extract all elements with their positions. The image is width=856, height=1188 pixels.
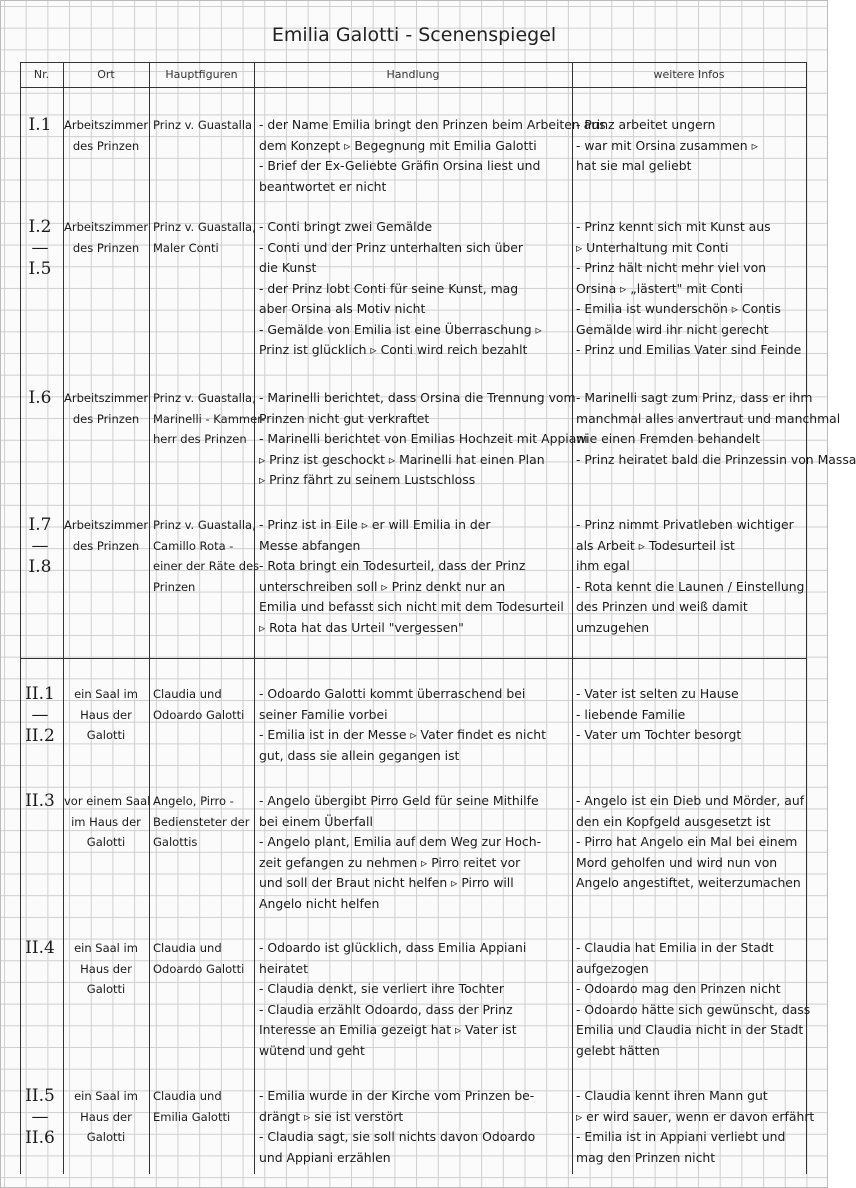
scene-plot-line: - Claudia erzählt Odoardo, dass der Prinz <box>259 1001 513 1017</box>
scene-info-line: - Emilia ist in Appiani verliebt und <box>576 1129 786 1144</box>
scene-info-line: - Prinz nimmt Privatleben wichtiger <box>576 517 794 532</box>
scene-characters-line: Prinzen <box>153 579 196 594</box>
scene-characters-line: herr des Prinzen <box>153 432 247 446</box>
scene-info-line: - Rota kennt die Launen / Einstellung <box>576 578 805 594</box>
scene-plot-line: zeit gefangen zu nehmen ▹ Pirro reitet vor <box>259 854 521 870</box>
scene-number-line: II.2 <box>25 726 55 746</box>
scene-characters <box>153 684 253 725</box>
scene-characters-line: Marinelli - Kammer- <box>153 411 266 426</box>
scene-info-line: - war mit Orsina zusammen ▹ <box>576 137 758 153</box>
scene-info-line: gelebt hätten <box>576 1042 660 1058</box>
scene-number-line: I.1 <box>28 115 52 135</box>
scene-plot-line: die Kunst <box>259 260 317 275</box>
scene-plot-line: aber Orsina als Motiv nicht <box>259 301 426 316</box>
scene-plot-line: beantwortet er nicht <box>259 178 387 194</box>
scene-number-line: — <box>31 536 49 556</box>
scene-plot-line: - Emilia wurde in der Kirche vom Prinzen be- <box>259 1088 535 1103</box>
scene-info <box>576 388 856 470</box>
scene-characters <box>153 515 260 597</box>
scene-characters <box>153 217 256 258</box>
scene-location <box>64 938 148 1000</box>
scene-info-line: - Vater um Tochter besorgt <box>576 727 742 742</box>
scene-info <box>576 515 808 638</box>
scene-info-line: als Arbeit ▹ Todesurteil ist <box>576 537 735 553</box>
scene-number-line: — <box>31 238 49 258</box>
scene-info-line: - Claudia hat Emilia in der Stadt <box>576 940 774 955</box>
column-divider <box>572 62 573 1174</box>
scene-location-line: des Prinzen <box>72 240 140 255</box>
scene-plot-line: - Marinelli berichtet von Emilias Hochzeit mit Appiani <box>259 431 588 446</box>
scene-plot-line: - Gemälde von Emilia ist eine Überraschung ▹ <box>259 321 542 337</box>
scene-info-line: mag den Prinzen nicht <box>576 1149 716 1165</box>
scene-plot <box>259 791 571 914</box>
scene-location-line: Arbeitszimmer <box>64 220 149 234</box>
scene-location-line: ein Saal im <box>74 941 138 955</box>
scene-info-line: aufgezogen <box>576 960 649 976</box>
scene-info-line: - liebende Familie <box>576 706 686 722</box>
scene-number-line: — <box>31 705 49 725</box>
scene-info-line: Angelo angestiftet, weiterzumachen <box>576 875 801 890</box>
scene-info-line: den ein Kopfgeld ausgesetzt ist <box>576 813 771 829</box>
scene-number-line: II.5 <box>25 1086 55 1106</box>
scene-number <box>22 684 58 747</box>
scene-plot-line: - Odoardo ist glücklich, dass Emilia Appiani <box>259 940 527 955</box>
scene-info-line: des Prinzen und weiß damit <box>576 599 748 614</box>
scene-info-line: Emilia und Claudia nicht in der Stadt <box>576 1022 804 1037</box>
header-top-line <box>20 62 806 63</box>
scene-info-line: umzugehen <box>576 619 650 635</box>
scene-location-line: vor einem Saal <box>64 794 151 808</box>
scene-plot <box>259 938 571 1061</box>
scene-info-line: - Claudia kennt ihren Mann gut <box>576 1088 768 1103</box>
scene-plot <box>259 1086 571 1168</box>
scene-location-line: Galotti <box>86 728 126 742</box>
scene-plot-line: - Angelo plant, Emilia auf dem Weg zur Hoch- <box>259 834 542 849</box>
scene-plot-line: seiner Familie vorbei <box>259 706 388 722</box>
scene-characters-line: Prinz v. Guastalla, <box>153 220 256 234</box>
scene-number-line: II.4 <box>25 938 55 958</box>
scene-characters <box>153 938 253 979</box>
header-handlung: Handlung <box>386 68 440 81</box>
scene-info-line: - Odoardo mag den Prinzen nicht <box>576 981 781 996</box>
scene-location <box>64 115 148 156</box>
scene-plot <box>259 388 588 491</box>
scene-number <box>22 791 58 812</box>
scene-characters-line: Maler Conti <box>153 240 219 255</box>
scene-info-line: - Prinz arbeitet ungern <box>576 117 716 132</box>
scene-plot-line: Prinzen nicht gut verkraftet <box>259 410 430 426</box>
scene-info-line: - Odoardo hätte sich gewünscht, dass <box>576 1001 811 1017</box>
header-nr: Nr. <box>33 68 50 81</box>
scene-plot-line: ▹ Prinz ist geschockt ▹ Marinelli hat einen Plan <box>259 451 545 467</box>
scene-number-line: I.7 <box>28 515 52 535</box>
scene-characters-line: Claudia und <box>153 687 222 701</box>
scene-info <box>576 684 808 746</box>
scene-info-line: - Prinz und Emilias Vater sind Feinde <box>576 342 802 357</box>
scene-location-line: ein Saal im <box>74 687 138 701</box>
scene-number-line: I.5 <box>28 259 52 279</box>
scene-location-line: Galotti <box>86 1130 126 1144</box>
scene-plot-line: - Claudia sagt, sie soll nichts davon Odoardo <box>259 1129 536 1144</box>
scene-location <box>64 388 148 429</box>
scene-plot <box>259 217 571 361</box>
scene-plot-line: gut, dass sie allein gegangen ist <box>259 747 460 763</box>
scene-plot-line: drängt ▹ sie ist verstört <box>259 1108 404 1124</box>
scene-location <box>64 791 151 853</box>
header-infos: weitere Infos <box>653 68 725 81</box>
scene-characters <box>153 388 266 450</box>
scene-info-line: - Emilia ist wunderschön ▹ Contis <box>576 301 781 316</box>
scene-info <box>576 115 808 177</box>
scene-characters-line: Prinz v. Guastalla, <box>153 518 256 532</box>
scene-number <box>22 515 58 578</box>
scene-plot-line: und soll der Braut nicht helfen ▹ Pirro will <box>259 875 514 890</box>
scene-info-line: - Marinelli sagt zum Prinz, dass er ihm <box>576 390 813 405</box>
scene-characters-line: Claudia und <box>153 1089 222 1103</box>
scene-characters-line: Claudia und <box>153 941 222 955</box>
scene-number-line: II.6 <box>25 1128 55 1148</box>
scene-number-line: II.1 <box>25 684 55 704</box>
scene-number-line: I.8 <box>28 557 52 577</box>
scene-plot-line: - Conti bringt zwei Gemälde <box>259 219 433 234</box>
scene-plot <box>259 684 571 766</box>
scene-info <box>576 791 808 894</box>
scene-plot-line: ▹ Rota hat das Urteil "vergessen" <box>259 619 464 635</box>
scene-plot-line: - Claudia denkt, sie verliert ihre Tochter <box>259 981 504 996</box>
scene-location-line: Haus der <box>80 707 132 722</box>
scene-location-line: ein Saal im <box>74 1089 138 1103</box>
scene-info-line: - Vater ist selten zu Hause <box>576 686 739 701</box>
scene-info-line: wie einen Fremden behandelt <box>576 431 761 446</box>
scene-location-line: Arbeitszimmer <box>64 518 149 532</box>
scene-plot-line: - Angelo übergibt Pirro Geld für seine Mithilfe <box>259 793 539 808</box>
scene-plot-line: bei einem Überfall <box>259 813 373 829</box>
scene-plot-line: dem Konzept ▹ Begegnung mit Emilia Galotti <box>259 137 537 153</box>
scene-characters-line: Bediensteter der <box>153 814 250 829</box>
scene-location <box>64 515 148 556</box>
scene-characters-line: einer der Räte des <box>153 559 260 573</box>
scene-plot-line: - Brief der Ex-Geliebte Gräfin Orsina liest und <box>259 158 541 173</box>
scene-info-line: manchmal alles anvertraut und manchmal <box>576 410 841 426</box>
scene-info-line: Mord geholfen und wird nun von <box>576 854 778 870</box>
scene-number <box>22 1086 58 1149</box>
scene-info-line: - Pirro hat Angelo ein Mal bei einem <box>576 834 798 849</box>
scene-location-line: des Prinzen <box>72 538 140 553</box>
scene-info-line: ▹ er wird sauer, wenn er davon erfährt <box>576 1108 815 1124</box>
scene-plot-line: heiratet <box>259 960 308 976</box>
scene-plot-line: - Odoardo Galotti kommt überraschend bei <box>259 686 526 701</box>
header-figuren: Hauptfiguren <box>165 68 238 81</box>
scene-characters-line: Angelo, Pirro - <box>153 794 234 808</box>
scene-number-line: I.2 <box>28 217 52 237</box>
scene-number <box>22 938 58 959</box>
column-divider <box>20 62 21 1174</box>
scene-number-line: — <box>31 1107 49 1127</box>
scene-location-line: Haus der <box>80 961 132 976</box>
scene-plot-line: Interesse an Emilia gezeigt hat ▹ Vater ist <box>259 1022 517 1037</box>
column-divider <box>149 62 150 1174</box>
scene-plot <box>259 115 606 197</box>
scene-plot-line: - der Name Emilia bringt den Prinzen beim Arbeiten aus <box>259 117 606 132</box>
scene-info-line: - Prinz hält nicht mehr viel von <box>576 260 767 275</box>
scene-plot-line: unterschreiben soll ▹ Prinz denkt nur an <box>259 578 506 594</box>
scene-info <box>576 1086 815 1168</box>
scene-info-line: - Prinz kennt sich mit Kunst aus <box>576 219 771 234</box>
scene-plot-line: - Prinz ist in Eile ▹ er will Emilia in der <box>259 517 491 532</box>
scene-info-line: hat sie mal geliebt <box>576 158 692 173</box>
scene-characters-line: Camillo Rota - <box>153 538 234 553</box>
scene-number <box>22 388 58 409</box>
scene-info <box>576 217 808 361</box>
scene-number-line: I.6 <box>28 388 52 408</box>
scene-number-line: II.3 <box>25 791 55 811</box>
scene-plot-line: - Conti und der Prinz unterhalten sich über <box>259 239 524 255</box>
scene-location-line: Haus der <box>80 1109 132 1124</box>
scene-location <box>64 684 148 746</box>
scene-number <box>22 217 58 280</box>
scene-location-line: Arbeitszimmer <box>64 118 149 132</box>
scene-characters-line: Galottis <box>153 835 198 849</box>
scene-info-line: ▹ Unterhaltung mit Conti <box>576 239 729 255</box>
scene-characters-line: Odoardo Galotti <box>153 961 245 976</box>
scene-plot-line: wütend und geht <box>259 1042 365 1058</box>
scene-plot <box>259 515 571 638</box>
scene-characters-line: Prinz v. Guastalla, <box>153 391 256 405</box>
scene-location-line: Galotti <box>86 835 126 849</box>
scene-plot-line: Prinz ist glücklich ▹ Conti wird reich bezahlt <box>259 342 528 357</box>
scene-plot-line: Angelo nicht helfen <box>259 895 380 911</box>
scene-info-line: Orsina ▹ „lästert" mit Conti <box>576 280 743 296</box>
scene-plot-line: Emilia und befasst sich nicht mit dem Todesurteil <box>259 599 564 614</box>
scene-info-line: Gemälde wird ihr nicht gerecht <box>576 321 769 337</box>
header-bottom-line <box>20 87 806 88</box>
scene-location <box>64 217 148 258</box>
scene-characters <box>153 1086 253 1127</box>
scene-plot-line: ▹ Prinz fährt zu seinem Lustschloss <box>259 472 476 487</box>
scene-info-line: - Prinz heiratet bald die Prinzessin von Massa <box>576 451 856 467</box>
scene-characters-line: Prinz v. Guastalla <box>153 118 253 132</box>
act-separator-line <box>20 658 806 659</box>
scene-characters-line: Emilia Galotti <box>153 1109 231 1124</box>
scene-location-line: Galotti <box>86 982 126 996</box>
scene-info-line: - Angelo ist ein Dieb und Mörder, auf <box>576 793 805 808</box>
scene-plot-line: Messe abfangen <box>259 537 361 553</box>
scene-location-line: Arbeitszimmer <box>64 391 149 405</box>
scene-info <box>576 938 811 1061</box>
scene-location-line: des Prinzen <box>72 411 140 426</box>
scene-plot-line: - Marinelli berichtet, dass Orsina die Trennung vom <box>259 390 576 405</box>
scene-characters-line: Odoardo Galotti <box>153 707 245 722</box>
scene-plot-line: und Appiani erzählen <box>259 1149 391 1165</box>
scene-plot-line: - der Prinz lobt Conti für seine Kunst, mag <box>259 280 519 296</box>
page-title: Emilia Galotti - Scenenspiegel <box>271 24 557 46</box>
scene-info-line: ihm egal <box>576 558 630 573</box>
header-ort: Ort <box>97 68 115 81</box>
scene-characters <box>153 791 253 853</box>
scene-plot-line: - Emilia ist in der Messe ▹ Vater findet es nicht <box>259 727 546 742</box>
scene-characters <box>153 115 253 136</box>
scene-number <box>22 115 58 136</box>
scene-location-line: im Haus der <box>71 814 141 829</box>
scene-location <box>64 1086 148 1148</box>
scene-location-line: des Prinzen <box>72 138 140 153</box>
scene-plot-line: - Rota bringt ein Todesurteil, dass der Prinz <box>259 558 526 573</box>
